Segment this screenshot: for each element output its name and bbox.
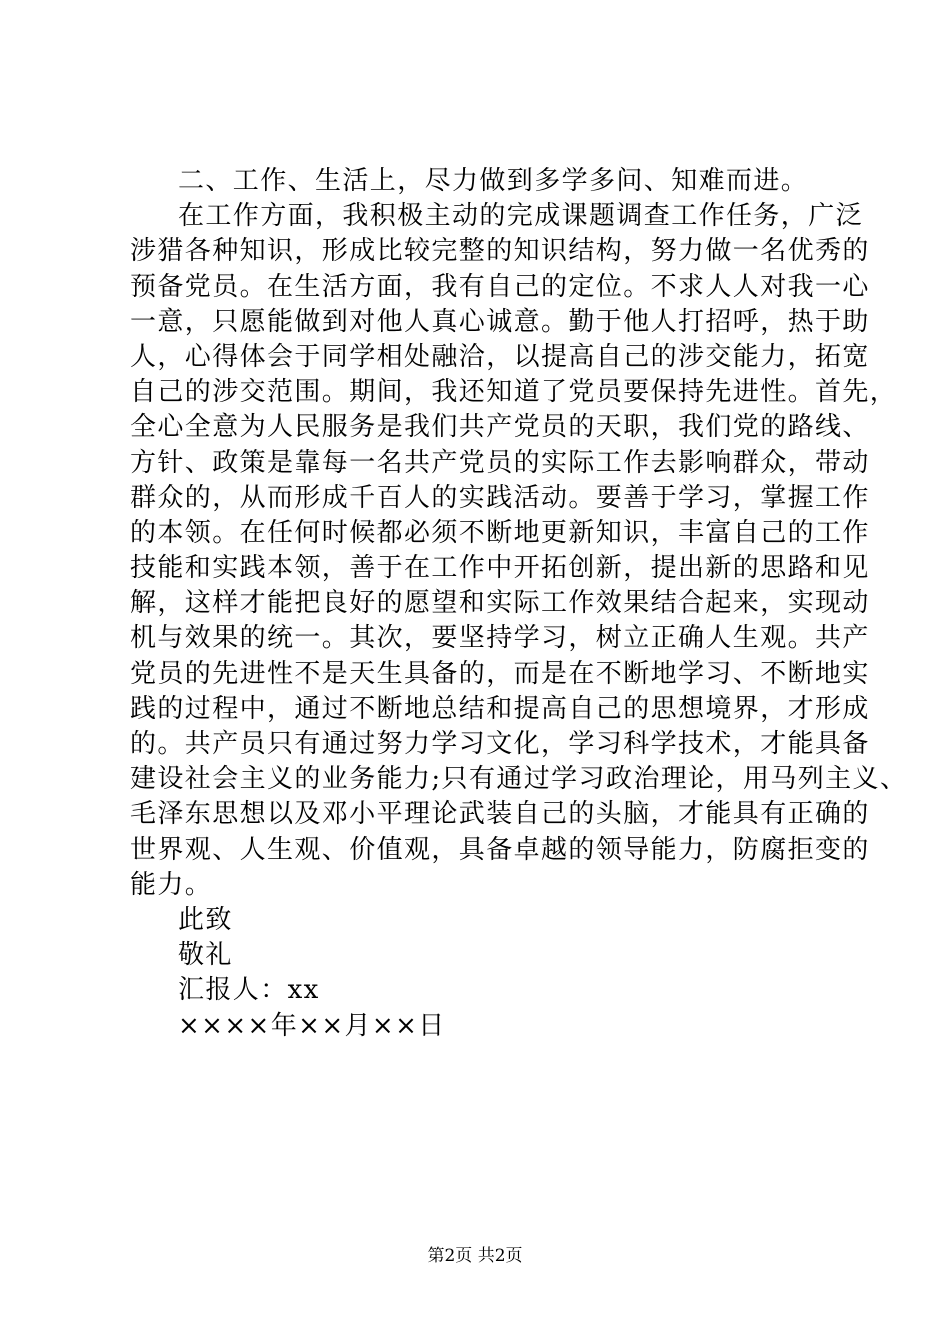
paragraph-line: 在工作方面，我积极主动的完成课题调查工作任务，广泛 [178, 201, 864, 232]
paragraph-line: 涉猎各种知识，形成比较完整的知识结构，努力做一名优秀的 [130, 236, 870, 267]
document-body [130, 164, 908, 1044]
paragraph-line: 党员的先进性不是天生具备的，而是在不断地学习、不断地实 [130, 658, 870, 689]
date-text: ××××年××月××日 [178, 1010, 446, 1041]
paragraph-line: 的本领。在任何时候都必须不断地更新知识，丰富自己的工作 [130, 517, 870, 548]
paragraph-line: 群众的，从而形成千百人的实践活动。要善于学习，掌握工作 [130, 482, 870, 513]
paragraph-line: 预备党员。在生活方面，我有自己的定位。不求人人对我一心 [130, 271, 870, 302]
reporter-text: 汇报人：xx [178, 975, 320, 1006]
paragraph-line: 人，心得体会于同学相处融洽，以提高自己的涉交能力，拓宽 [130, 341, 870, 372]
paragraph-line: 毛泽东思想以及邓小平理论武装自己的头脑，才能具有正确的 [130, 799, 870, 830]
section-heading: 二、工作、生活上，尽力做到多学多问、知难而进。 [178, 166, 809, 196]
paragraph-line: 世界观、人生观、价值观，具备卓越的领导能力，防腐拒变的 [130, 834, 870, 865]
paragraph-line: 能力。 [130, 869, 213, 900]
paragraph-line: 方针、政策是靠每一名共产党员的实际工作去影响群众，带动 [130, 447, 870, 478]
page-footer: 第2页 共2页 [427, 1246, 523, 1266]
paragraph-line: 机与效果的统一。其次，要坚持学习，树立正确人生观。共产 [130, 623, 870, 654]
paragraph-line: 解，这样才能把良好的愿望和实际工作效果结合起来，实现动 [130, 588, 870, 619]
salutation-text: 敬礼 [178, 940, 233, 971]
paragraph-line: 自己的涉交范围。期间，我还知道了党员要保持先进性。首先， [130, 377, 898, 408]
paragraph-line: 全心全意为人民服务是我们共产党员的天职，我们党的路线、 [130, 412, 870, 443]
closing-text: 此致 [178, 904, 233, 935]
paragraph-line: 一意，只愿能做到对他人真心诚意。勤于他人打招呼，热于助 [130, 306, 870, 337]
paragraph-line: 的。共产员只有通过努力学习文化，学习科学技术，才能具备 [130, 729, 870, 759]
paragraph-line: 技能和实践本领，善于在工作中开拓创新，提出新的思路和见 [130, 553, 870, 584]
paragraph-line: 践的过程中，通过不断地总结和提高自己的思想境界，才形成 [130, 693, 870, 724]
paragraph-line: 建设社会主义的业务能力;只有通过学习政治理论，用马列主义、 [130, 764, 908, 795]
